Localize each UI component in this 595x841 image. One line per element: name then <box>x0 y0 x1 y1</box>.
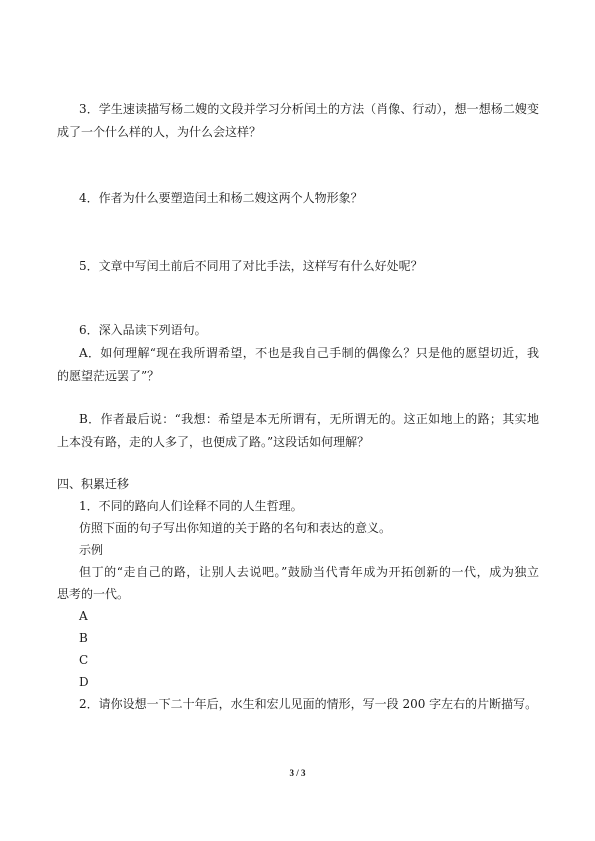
question-3-line-2: 成了一个什么样的人，为什么会这样？ <box>57 125 262 139</box>
question-6a-line-1: A．如何理解“现在我所谓希望，不也是我自己手制的偶像么？只是他的愿望切近，我 <box>79 346 539 360</box>
question-3-line-1: 3．学生速读描写杨二嫂的文段并学习分析闰土的方法（肖像、行动），想一想杨二嫂变 <box>79 102 539 116</box>
page-number: 3 / 3 <box>289 768 306 778</box>
question-6b-line-2: 上本没有路，走的人多了，也便成了路。”这段话如何理解？ <box>57 435 370 449</box>
section-4-item-2: 2．请你设想一下二十年后，水生和宏儿见面的情形，写一段 200 字左右的片断描写。 <box>79 697 538 711</box>
option-c: C <box>79 653 89 667</box>
option-a: A <box>79 609 88 623</box>
example-line-2: 思考的一代。 <box>57 587 130 601</box>
section-4-instruction: 仿照下面的句子写出你知道的关于路的名句和表达的意义。 <box>79 521 392 535</box>
question-4: 4．作者为什么要塑造闰土和杨二嫂这两个人物形象？ <box>79 191 363 205</box>
section-4-heading: 四、积累迁移 <box>57 477 130 491</box>
section-4-item-1: 1．不同的路向人们诠释不同的人生哲理。 <box>79 499 303 513</box>
option-b: B <box>79 631 88 645</box>
question-6-title: 6．深入品读下列语句。 <box>79 323 207 337</box>
example-line-1: 但丁的“走自己的路，让别人去说吧。”鼓励当代青年成为开拓创新的一代，成为独立 <box>79 565 539 579</box>
question-6a-line-2: 的愿望茫远罢了”？ <box>57 369 160 383</box>
example-label: 示例 <box>79 543 104 557</box>
question-5: 5．文章中写闰土前后不同用了对比手法，这样写有什么好处呢？ <box>79 259 423 273</box>
option-d: D <box>79 675 89 689</box>
question-6b-line-1: B．作者最后说：“我想：希望是本无所谓有，无所谓无的。这正如地上的路；其实地 <box>79 412 539 426</box>
